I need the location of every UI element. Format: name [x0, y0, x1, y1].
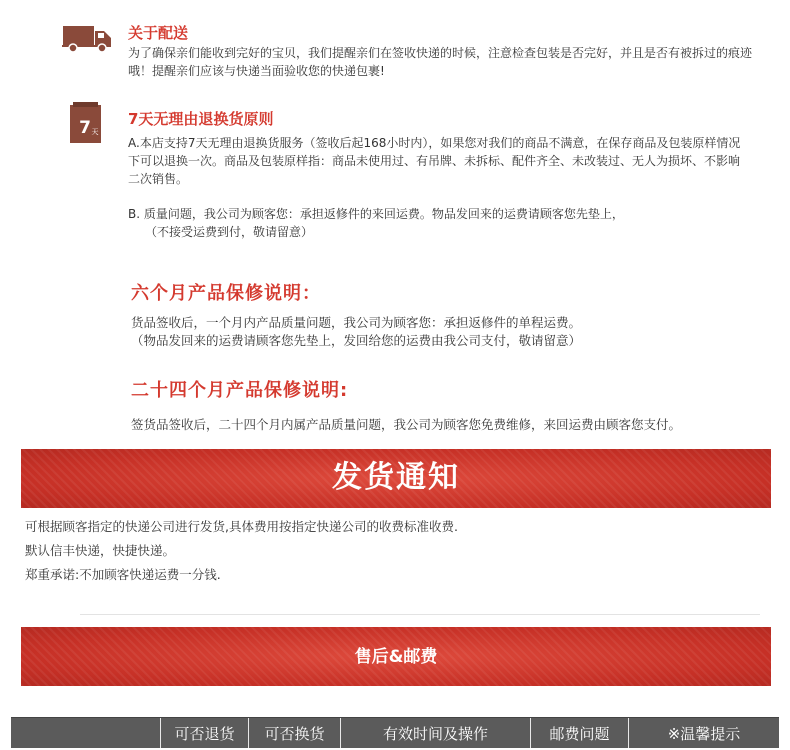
warranty-24-month-title: 二十四个月产品保修说明:: [131, 380, 349, 401]
svg-text:天: 天: [91, 128, 99, 136]
delivery-title: 关于配送: [128, 24, 189, 42]
delivery-body: 为了确保亲们能收到完好的宝贝，我们提醒亲们在签收快递的时候，注意检查包装是否完好，并且是否有被拆过的痕迹哦！提醒亲们应该与快递当面验收您的快递包裹!: [128, 46, 753, 78]
policy-table-header: [11, 717, 779, 748]
table-header-tips: ※温馨提示: [628, 718, 779, 748]
divider: [80, 614, 760, 615]
shipping-notice-banner: 发货通知: [21, 449, 771, 508]
table-header-blank: [11, 718, 160, 748]
returns-body-a: A.本店支持7天无理由退换货服务（签收后起168小时内），如果您对我们的商品不满意，在保存商品及包装原样情况下可以退换一次。商品及包装原样指：商品未使用过、有吊牌、未拆标、配件齐全、未改装过、无人为损坏、不影响二次销售。: [128, 136, 741, 186]
shipping-line-1: 可根据顾客指定的快递公司进行发货,具体费用按指定快递公司的收费标准收费.: [25, 519, 458, 534]
table-header-returnable: 可否退货: [160, 718, 248, 748]
table-header-postage: 邮费问题: [530, 718, 628, 748]
shipping-line-2: 默认信丰快递，快捷快递。: [25, 543, 176, 558]
aftersale-banner: 售后&邮费: [21, 627, 771, 686]
returns-title: 7天无理由退换货原则: [128, 110, 274, 128]
warranty-24-month-line1: 签货品签收后，二十四个月内属产品质量问题，我公司为顾客您免费维修，来回运费由顾客您支付。: [131, 417, 682, 432]
delivery-truck-icon: [62, 24, 112, 54]
warranty-6-month-line1: 货品签收后，一个月内产品质量问题，我公司为顾客您：承担返修件的单程运费。: [131, 315, 582, 330]
svg-text:7: 7: [79, 118, 91, 138]
returns-body-b-line2: （不接受运费到付，敬请留意）: [145, 225, 314, 239]
warranty-6-month-line2: （物品发回来的运费请顾客您先垫上，发回给您的运费由我公司支付，敬请留意）: [131, 333, 582, 348]
returns-body-b-line1: B. 质量问题，我公司为顾客您：承担返修件的来回运费。物品发回来的运费请顾客您先垫上，: [128, 207, 624, 221]
table-header-exchangeable: 可否换货: [248, 718, 340, 748]
warranty-6-month-title: 六个月产品保修说明：: [131, 283, 321, 304]
shipping-line-3: 郑重承诺:不加顾客快递运费一分钱.: [25, 567, 221, 582]
seven-day-calendar-icon: [69, 102, 102, 144]
table-header-time-and-operation: 有效时间及操作: [340, 718, 530, 748]
